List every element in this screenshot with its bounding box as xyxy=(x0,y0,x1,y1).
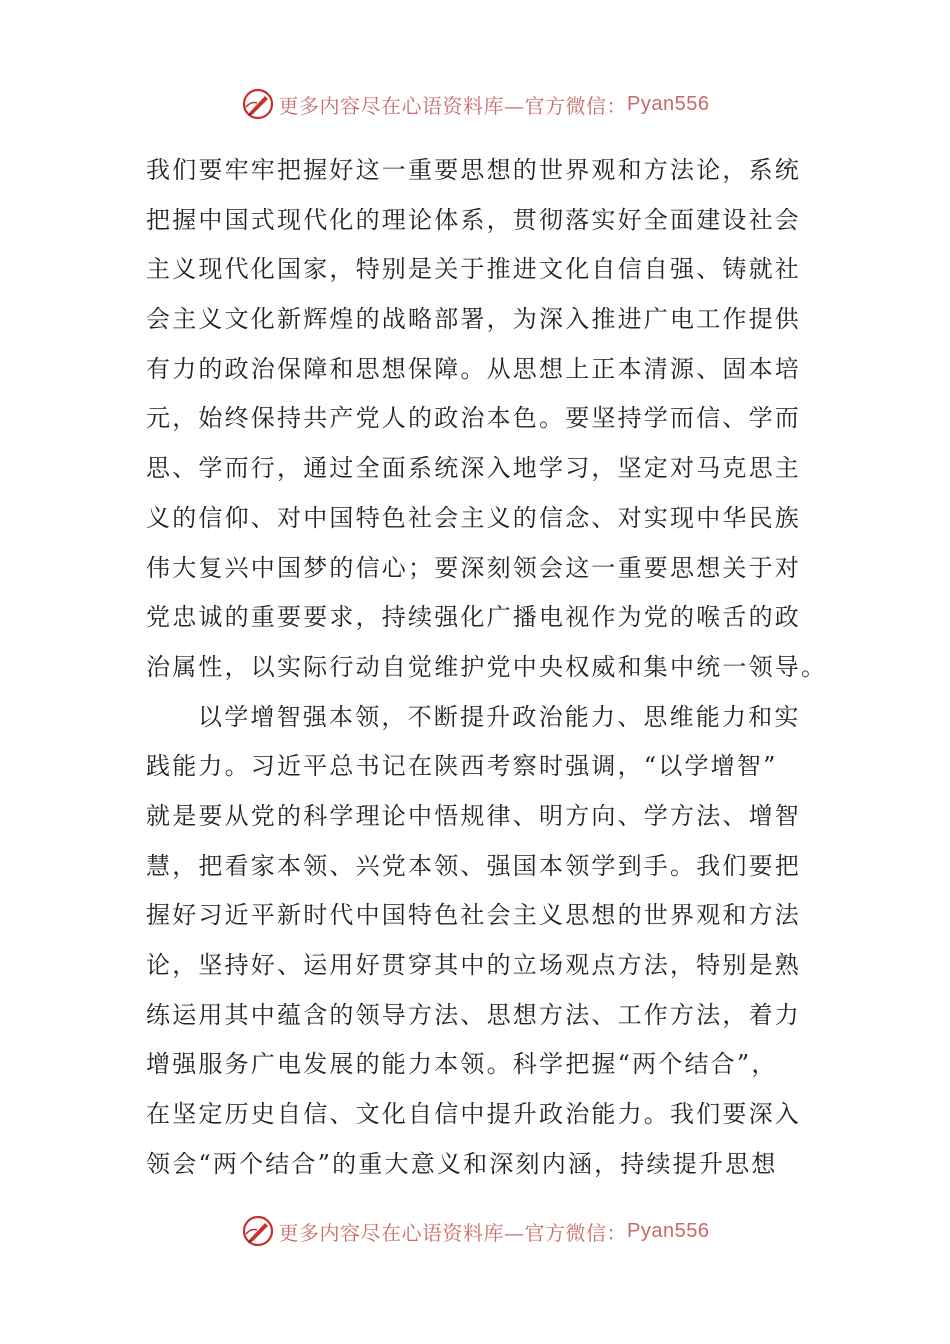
text-line: 把握中国式现代化的理论体系，贯彻落实好全面建设社会 xyxy=(146,205,801,234)
text-line: 主义现代化国家，特别是关于推进文化自信自强、铸就社 xyxy=(146,255,801,284)
banner-wechat-id: Pyan556 xyxy=(627,1219,710,1242)
banner-text: 更多内容尽在心语资料库—官方微信： xyxy=(278,1220,628,1245)
banner-text: 更多内容尽在心语资料库—官方微信： xyxy=(278,93,628,118)
footer-banner xyxy=(0,1211,950,1251)
text-line: 论，坚持好、运用好贯穿其中的立场观点方法，特别是熟 xyxy=(146,951,801,979)
text-line: 元，始终保持共产党人的政治本色。要坚持学而信、学而 xyxy=(146,404,801,433)
document-body xyxy=(146,146,828,1189)
text-line: 我们要牢牢把握好这一重要思想的世界观和方法论，系统 xyxy=(146,156,801,184)
text-line: 治属性，以实际行动自觉维护党中央权威和集中统一领导。 xyxy=(146,652,828,681)
text-line: 伟大复兴中国梦的信心；要深刻领会这一重要思想关于对 xyxy=(146,553,801,582)
text-line: 练运用其中蕴含的领导方法、思想方法、工作方法，着力 xyxy=(146,1000,801,1029)
text-line: 在坚定历史自信、文化自信中提升政治能力。我们要深入 xyxy=(146,1100,801,1129)
text-line: 就是要从党的科学理论中悟规律、明方向、学方法、增智 xyxy=(146,801,801,830)
header-banner xyxy=(0,84,950,124)
pen-logo-icon xyxy=(241,1214,275,1248)
text-line: 慧，把看家本领、兴党本领、强国本领学到手。我们要把 xyxy=(146,851,801,880)
text-line: 会主义文化新辉煌的战略部署，为深入推进广电工作提供 xyxy=(146,305,801,334)
text-line: 践能力。习近平总书记在陕西考察时强调，“以学增智” xyxy=(146,752,778,781)
text-line: 党忠诚的重要要求，持续强化广播电视作为党的喉舌的政 xyxy=(146,603,801,632)
pen-logo-icon xyxy=(241,87,275,121)
text-line: 义的信仰、对中国特色社会主义的信念、对实现中华民族 xyxy=(146,503,801,532)
text-line: 握好习近平新时代中国特色社会主义思想的世界观和方法 xyxy=(146,901,801,930)
text-line: 增强服务广电发展的能力本领。科学把握“两个结合”， xyxy=(146,1050,778,1079)
text-line: 领会“两个结合”的重大意义和深刻内涵，持续提升思想 xyxy=(146,1149,778,1178)
paragraph-start-line: 以学增智强本领，不断提升政治能力、思维能力和实 xyxy=(198,702,801,731)
text-line: 思、学而行，通过全面系统深入地学习，坚定对马克思主 xyxy=(146,454,801,483)
text-line: 有力的政治保障和思想保障。从思想上正本清源、固本培 xyxy=(146,354,801,383)
banner-wechat-id: Pyan556 xyxy=(627,92,710,115)
